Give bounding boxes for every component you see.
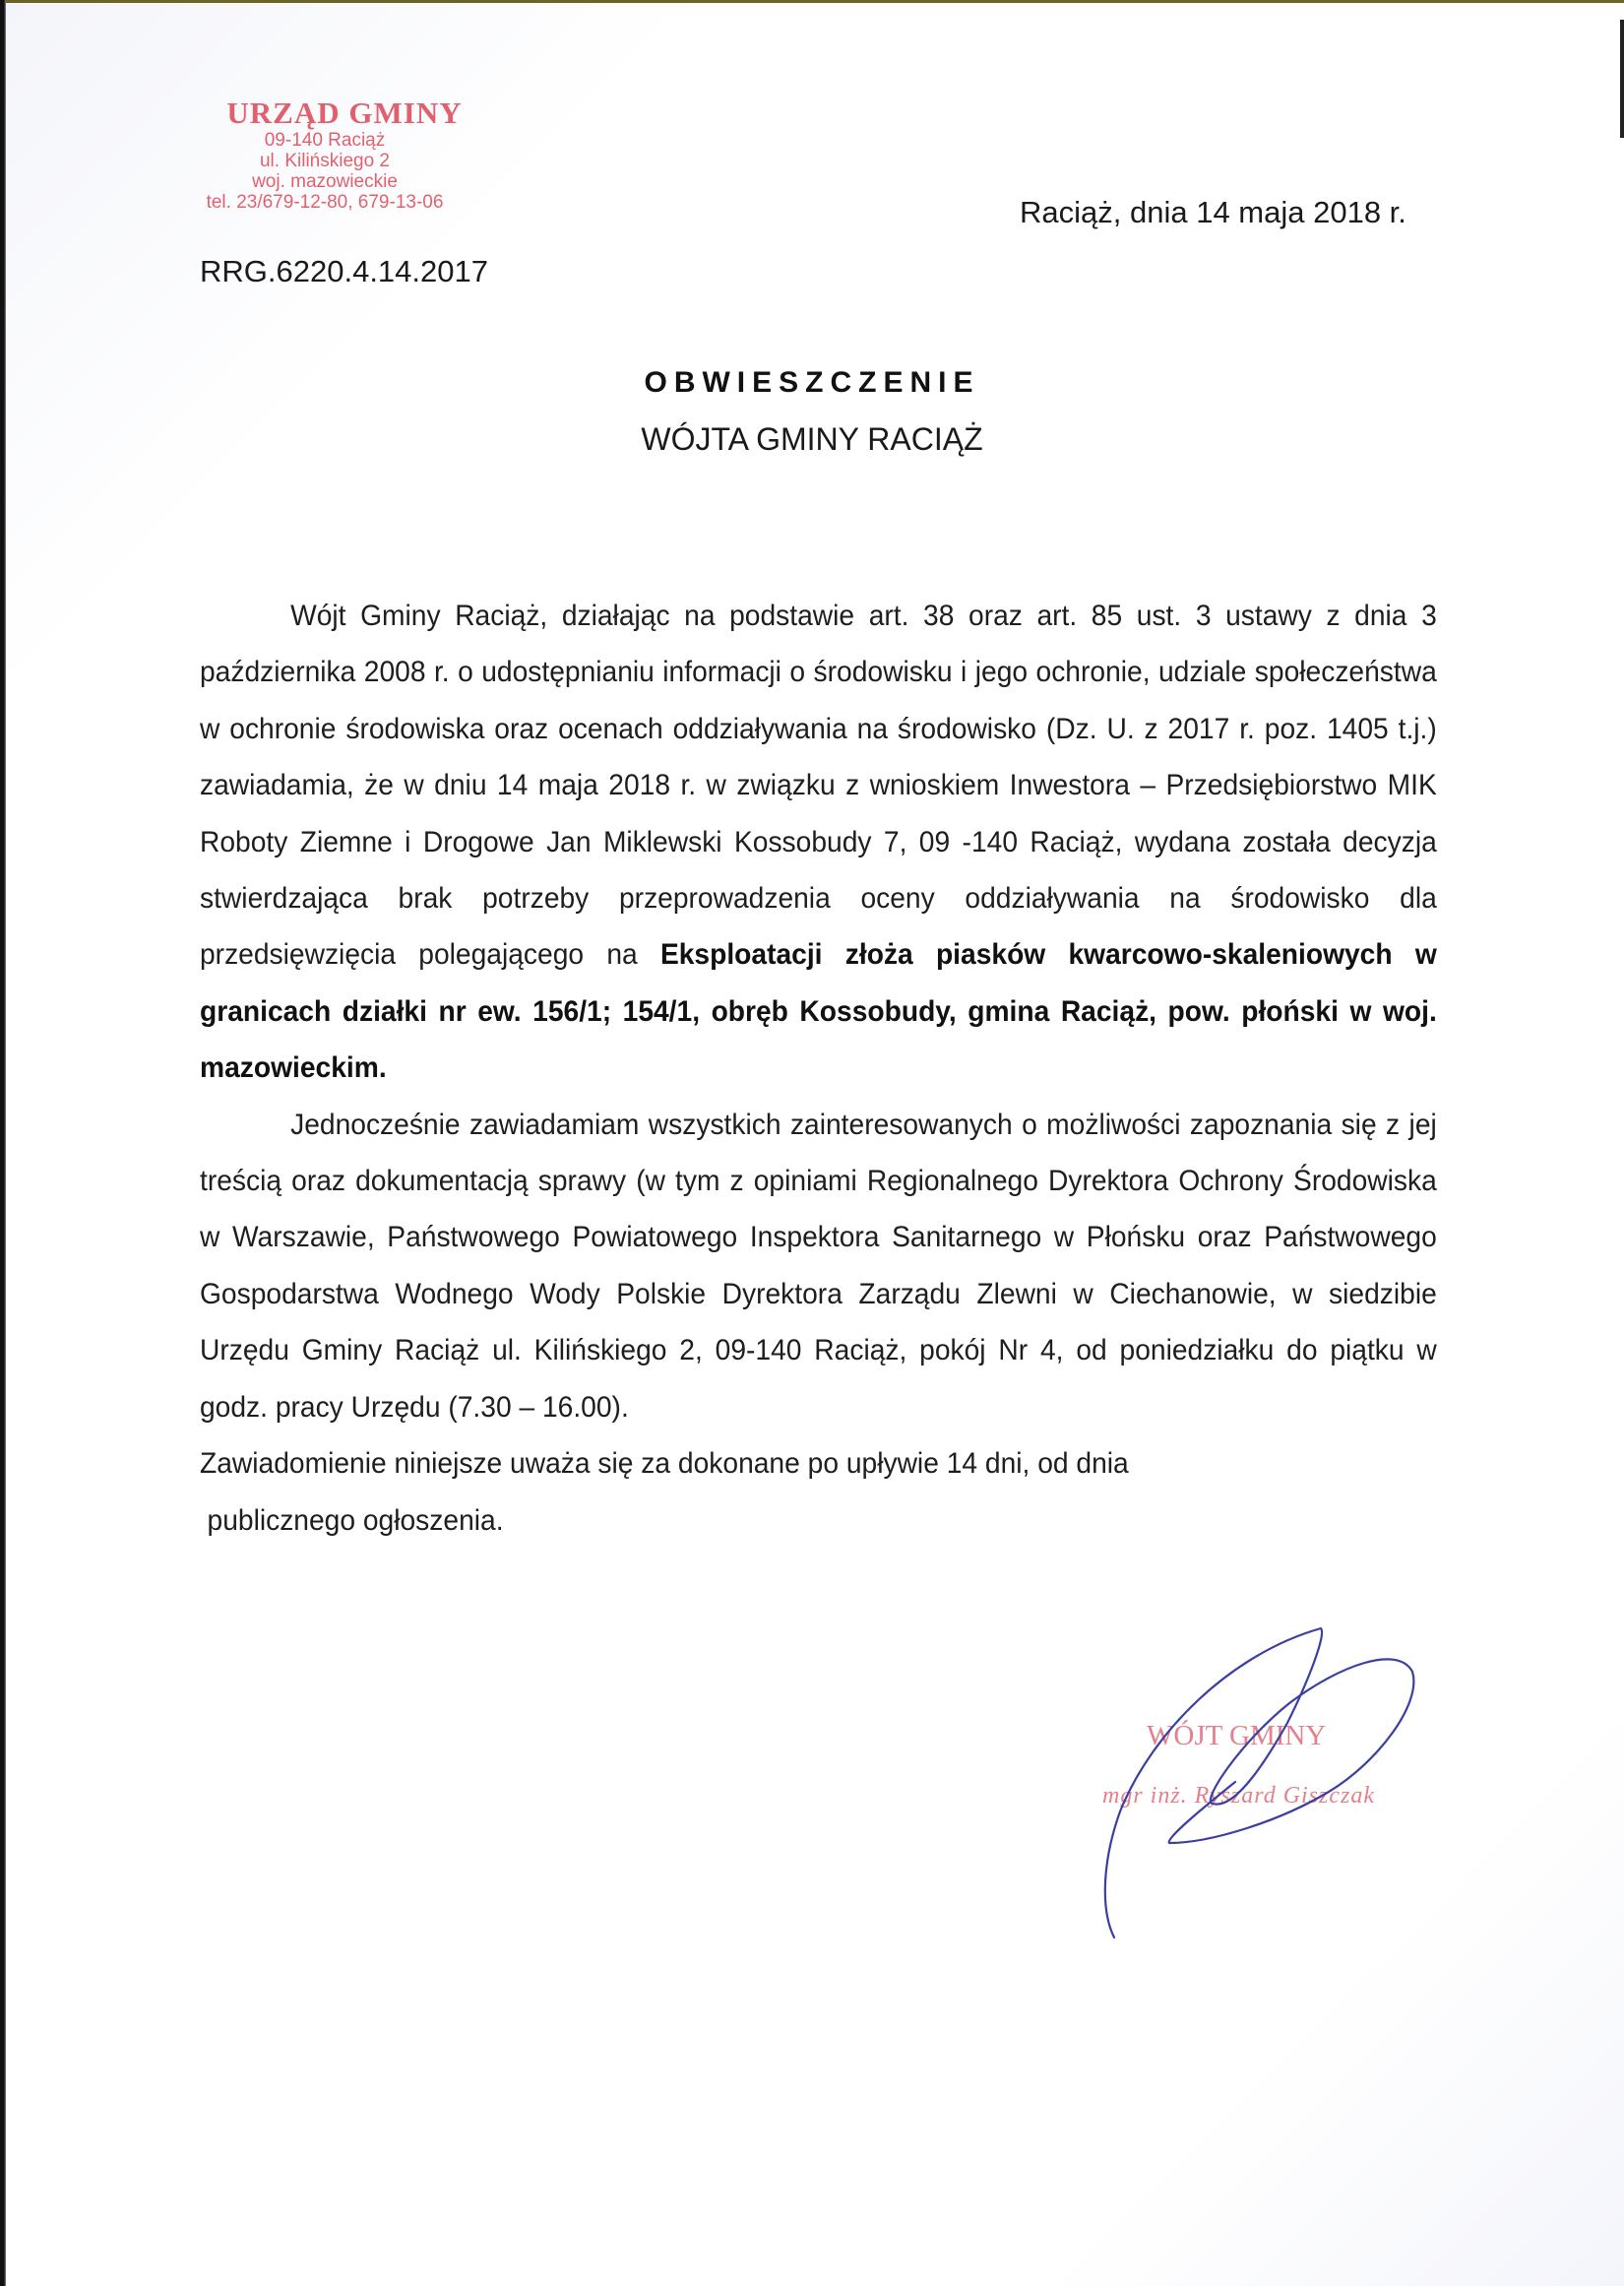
paragraph-decision bbox=[200, 588, 1437, 1097]
paragraph-access-info: Jednocześnie zawiadamiam wszystkich zainteresowanych o możliwości zapoznania się z jej treścią oraz dokumentacją sprawy (w tym z opiniami Regionalnego Dyrektora Ochrony Środowiska w Warszawie, Państwowego Powiatowego Inspektora Sanitarnego w Płońsku oraz Państwowego Gospodarstwa Wodnego Wody Polskie Dyrektora Zarządu Zlewni w Ciechanowie, w siedzibie Urzędu Gminy Raciąż ul. Kilińskiego 2, 09-140 Raciąż, pokój Nr 4, od poniedziałku do piątku w godz. pracy Urzędu (7.30 – 16.00). bbox=[200, 1108, 1437, 1424]
paragraph-decision-text: Wójt Gminy Raciąż, działając na podstawie art. 38 oraz art. 85 ust. 3 ustawy z dnia 3 października 2008 r. o udostępnianiu informacji o środowisku i jego ochronie, udziale społeczeństwa w ochronie środowiska oraz ocenach oddziaływania na środowisko (Dz. U. z 2017 r. poz. 1405 t.j.) zawiadamia, że w dniu 14 maja 2018 r. w związku z wnioskiem Inwestora – Przedsiębiorstwo MIK Roboty Ziemne i Drogowe Jan Miklewski Kossobudy 7, 09 -140 Raciąż, wydana została decyzja stwierdzająca brak potrzeby przeprowadzenia oceny oddziaływania na środowisko dla przedsięwzięcia polegającego na bbox=[200, 600, 1437, 972]
stamp-voivodeship-line: woj. mazowieckie bbox=[252, 171, 398, 192]
scan-border-right bbox=[1620, 20, 1624, 138]
place-and-date: Raciąż, dnia 14 maja 2018 r. bbox=[1020, 195, 1406, 229]
signature-name: mgr inż. Ryszard Giszczak bbox=[1102, 1783, 1376, 1809]
project-description: Eksploatacji złoża piasków kwarcowo-skaleniowych w granicach działki nr ew. 156/1; 154/1, obręb Kossobudy, gmina Raciąż, pow. płoński w woj. mazowieckim. bbox=[200, 938, 1437, 1085]
paragraph-effective-notice: Zawiadomienie niniejsze uważa się za dokonane po upływie 14 dni, od dnia bbox=[200, 1447, 1129, 1481]
stamp-phone-line: tel. 23/679-12-80, 679-13-06 bbox=[206, 192, 444, 213]
paragraph-effective-notice-end: publicznego ogłoszenia. bbox=[207, 1503, 504, 1537]
stamp-street-line: ul. Kilińskiego 2 bbox=[259, 151, 391, 171]
stamp-title: URZĄD GMINY bbox=[226, 95, 463, 130]
office-stamp bbox=[167, 96, 482, 213]
signature-stroke bbox=[1105, 1628, 1414, 1937]
reference-number: RRG.6220.4.14.2017 bbox=[200, 254, 488, 288]
handwritten-signature bbox=[1063, 1615, 1437, 1949]
document-title: OBWIESZCZENIE bbox=[644, 366, 980, 399]
notice-body bbox=[200, 588, 1437, 1549]
signature-office: WÓJT GMINY bbox=[1147, 1720, 1327, 1751]
document-subtitle: WÓJTA GMINY RACIĄŻ bbox=[641, 421, 983, 457]
stamp-postal-line: 09-140 Raciąż bbox=[264, 130, 386, 151]
scan-border-left bbox=[0, 0, 6, 2286]
